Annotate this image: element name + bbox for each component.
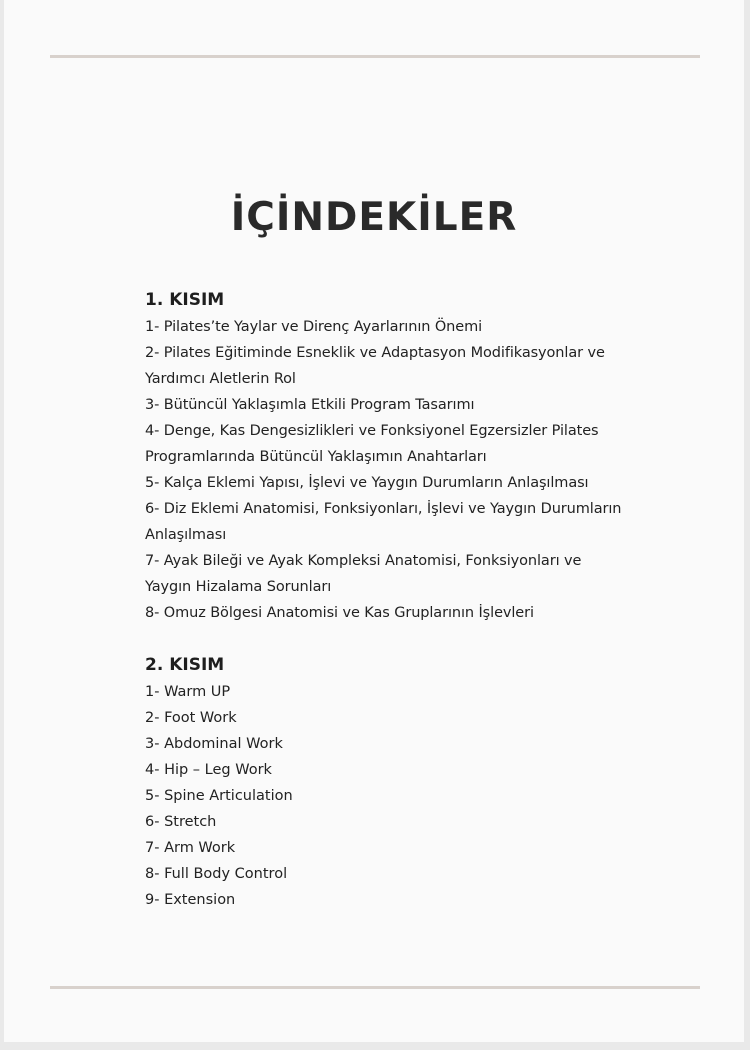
- toc-entry[interactable]: 5- Kalça Eklemi Yapısı, İşlevi ve Yaygın Durumların Anlaşılması: [145, 475, 589, 491]
- toc-entry[interactable]: 2- Pilates Eğitiminde Esneklik ve Adaptasyon Modifikasyonlar ve Yardımcı Aletlerin Rol: [145, 345, 605, 387]
- document-page: [4, 0, 744, 1042]
- top-divider: [50, 55, 700, 58]
- toc-entry[interactable]: 3- Abdominal Work: [145, 736, 283, 752]
- toc-entry[interactable]: 6- Diz Eklemi Anatomisi, Fonksiyonları, İşlevi ve Yaygın Durumların Anlaşılması: [145, 501, 622, 543]
- page-title: İÇİNDEKİLER: [230, 195, 518, 240]
- toc-entry[interactable]: 8- Full Body Control: [145, 866, 288, 882]
- toc-entry[interactable]: 1- Pilates’te Yaylar ve Direnç Ayarlarının Önemi: [145, 319, 483, 335]
- toc-entry[interactable]: 2- Foot Work: [145, 710, 237, 726]
- bottom-divider: [50, 986, 700, 989]
- section-part-1: [145, 288, 625, 626]
- toc-entry[interactable]: 7- Ayak Bileği ve Ayak Kompleksi Anatomisi, Fonksiyonları ve Yaygın Hizalama Sorunları: [145, 553, 582, 595]
- toc-entry[interactable]: 8- Omuz Bölgesi Anatomisi ve Kas Gruplarının İşlevleri: [145, 605, 534, 621]
- toc-entry[interactable]: 9- Extension: [145, 892, 236, 908]
- toc-entry[interactable]: 3- Bütüncül Yaklaşımla Etkili Program Tasarımı: [145, 397, 475, 413]
- toc-entry[interactable]: 6- Stretch: [145, 814, 217, 830]
- section-heading: 2. KISIM: [145, 655, 225, 675]
- section-heading: 1. KISIM: [145, 290, 225, 310]
- toc-list: [145, 314, 625, 626]
- section-part-2: [145, 653, 625, 913]
- toc-entry[interactable]: 4- Denge, Kas Dengesizlikleri ve Fonksiyonel Egzersizler Pilates Programlarında Bütüncül Yaklaşımın Anahtarları: [145, 423, 599, 465]
- toc-entry[interactable]: 5- Spine Articulation: [145, 788, 293, 804]
- toc-entry[interactable]: 7- Arm Work: [145, 840, 236, 856]
- toc-list: [145, 679, 625, 913]
- toc-entry[interactable]: 4- Hip – Leg Work: [145, 762, 272, 778]
- toc-entry[interactable]: 1- Warm UP: [145, 684, 231, 700]
